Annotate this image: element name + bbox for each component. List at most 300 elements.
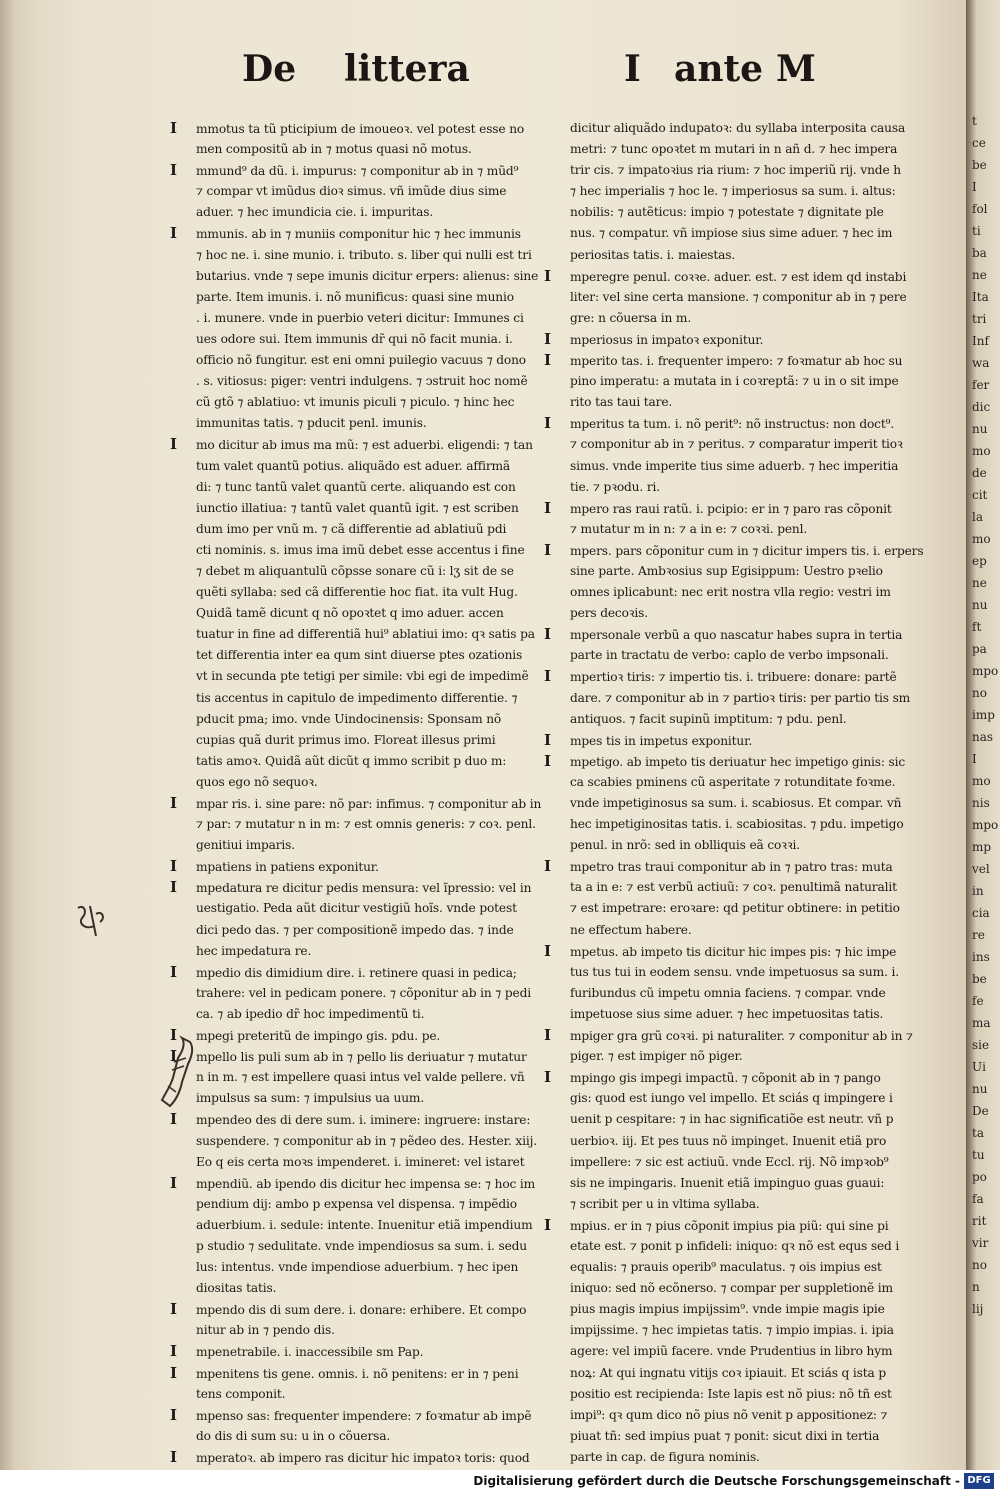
entry-initial: I [170, 1026, 177, 1045]
line-text: ⁊ hoc ne. i. sine munio. i. tributo. s. liber qui nulli est tri [196, 247, 532, 262]
text-line [544, 1341, 936, 1362]
line-text: mpenetrabile. i. inaccessibile sm Pap. [196, 1345, 424, 1360]
line-text: dici pedo das. ⁊ per compositionẽ impedo das. ⁊ inde [196, 922, 514, 937]
line-text: mpegi preteritũ de impingo gis. pdu. pe. [196, 1029, 441, 1044]
text-line [544, 308, 936, 329]
text-line [544, 1447, 936, 1468]
text-line [170, 202, 576, 223]
line-text: parte in cap. de figura nominis. [570, 1449, 760, 1464]
line-text: hec impetiginositas tatis. i. scabiositas. ⁊ pdu. impetigo [570, 817, 904, 832]
adjacent-page-fragment: I [972, 752, 977, 766]
line-text: tatis amoꝛ. Quidã aũt dicũt q immo scribit p duo m: [196, 753, 507, 768]
entry-initial: I [170, 1342, 177, 1361]
adjacent-page-fragment: nu [972, 1082, 988, 1096]
entry-initial: I [170, 1447, 177, 1466]
line-text: pius magis impius impijssim⁹. vnde impie magis ipie [570, 1302, 885, 1317]
entry-initial: I [544, 351, 551, 370]
adjacent-page-fragment: Ui [972, 1060, 986, 1074]
digitization-footer [0, 1470, 1000, 1493]
text-line [170, 350, 576, 371]
text-line [544, 1257, 936, 1278]
line-text: simus. vnde imperite tius sime aduerb. ⁊ hec imperitia [570, 458, 899, 473]
text-line [170, 540, 576, 561]
line-text: mmotus ta tũ pticipium de imoueoꝛ. vel potest esse no [196, 122, 525, 136]
text-line [544, 624, 936, 645]
text-line [170, 1384, 576, 1405]
adjacent-page-fragment: fe [972, 994, 984, 1008]
text-line [170, 160, 576, 181]
adjacent-page-fragment: cit [972, 488, 988, 502]
line-text: uerbioꝛ. iij. Et pes tuus nõ impinget. Inuenit etiã pro [570, 1133, 887, 1148]
line-text: tet differentia inter ea qum sint diuerse ptes ozationis [196, 648, 523, 663]
adjacent-page-fragment: de [972, 466, 987, 480]
text-line [170, 1067, 576, 1088]
entry-initial: I [544, 1215, 551, 1234]
entry-initial: I [544, 941, 551, 960]
line-text: impetuose sius sime aduer. ⁊ hec impetuositas tatis. [570, 1006, 884, 1021]
text-line [170, 413, 576, 434]
line-text: aduer. ⁊ hec imundicia cie. i. impuritas. [196, 205, 434, 220]
text-line [544, 434, 936, 455]
line-text: etate est. ⁊ ponit p infideli: iniquo: qꝛ nõ est equs sed i [570, 1238, 900, 1253]
text-line [170, 1046, 576, 1067]
adjacent-page-fragment: ins [972, 950, 990, 964]
text-line [170, 434, 576, 455]
text-line [170, 477, 576, 498]
line-text: dare. ⁊ componitur ab in ⁊ partioꝛ tiris: per partio tis sm [570, 690, 911, 705]
line-text: mpius. er in ⁊ pius cõponit impius pia piũ: qui sine pi [570, 1218, 889, 1233]
text-line [544, 983, 936, 1004]
adjacent-page-fragment: vel [972, 862, 990, 876]
text-line [170, 1363, 576, 1384]
adjacent-page-fragment: n [972, 1280, 980, 1294]
line-text: mpingo gis impegi impactũ. ⁊ cõponit ab in ⁊ pango [570, 1071, 881, 1086]
text-line [544, 118, 936, 139]
text-line [170, 1299, 576, 1320]
line-text: mperiosus in impatoꝛ exponitur. [570, 332, 764, 347]
text-line [544, 898, 936, 919]
text-line [170, 371, 576, 392]
line-text: tum valet quantũ potius. aliquãdo est aduer. affirmã [196, 458, 511, 473]
line-text: mpello lis puli sum ab in ⁊ pello lis deriuatur ⁊ mutatur [196, 1050, 527, 1065]
line-text: diositas tatis. [196, 1281, 277, 1296]
left-text-column [170, 118, 576, 1468]
text-line [544, 1194, 936, 1215]
line-text: impulsus sa sum: ⁊ impulsius ua uum. [196, 1091, 425, 1106]
entry-initial: I [170, 1110, 177, 1129]
text-line [544, 456, 936, 477]
adjacent-page-fragment: ft [972, 620, 982, 634]
adjacent-page-fragment: vir [972, 1236, 989, 1250]
text-line [544, 1173, 936, 1194]
line-text: rito tas taui tare. [570, 395, 673, 410]
text-line [170, 245, 576, 266]
adjacent-page-fragment: no [972, 1258, 987, 1272]
adjacent-page-fragment: ma [972, 1016, 991, 1030]
text-line [170, 1236, 576, 1257]
header-word-4: ante [674, 48, 764, 90]
line-text: mpenitens tis gene. omnis. i. nõ penitens: er in ⁊ peni [196, 1366, 519, 1381]
entry-initial: I [544, 414, 551, 433]
text-line [170, 329, 576, 350]
text-line [170, 1152, 576, 1173]
line-text: ⁊ mutatur m in n: ⁊ a in e: ⁊ coꝛꝛi. penl. [570, 521, 808, 536]
adjacent-page-fragment: fa [972, 1192, 984, 1206]
text-line [544, 245, 936, 266]
line-text: quẽti syllaba: sed cã differentie hoc fiat. ita vult Hug. [196, 585, 518, 600]
text-line [544, 962, 936, 983]
text-line [544, 1215, 936, 1236]
line-text: gre: n cõuersa in m. [570, 310, 692, 325]
line-text: p studio ⁊ sedulitate. vnde impendiosus sa sum. i. sedu [196, 1238, 527, 1253]
adjacent-page-fragment: fer [972, 378, 990, 392]
line-text: iniquo: sed nõ ecõnerso. ⁊ compar per suppletionẽ im [570, 1281, 893, 1296]
line-text: lus: intentus. vnde impendiose aduerbium. ⁊ hec ipen [196, 1260, 519, 1275]
line-text: mpendiũ. ab ipendo dis dicitur hec impensa se: ⁊ hoc im [196, 1176, 536, 1191]
text-line [544, 835, 936, 856]
text-line [170, 1257, 576, 1278]
line-text: mmund⁹ da dũ. i. impurus: ⁊ componitur ab in ⁊ mũd⁹ [196, 164, 519, 179]
line-text: ca. ⁊ ab ipedio dr̃ hoc impedimentũ ti. [196, 1006, 425, 1021]
text-line [170, 139, 576, 160]
line-text: penul. in nrõ: sed in oblliquis eã coꝛꝛi. [570, 838, 800, 853]
adjacent-page-fragment: tri [972, 312, 987, 326]
adjacent-page-fragment: sie [972, 1038, 990, 1052]
text-line [544, 540, 936, 561]
dfg-logo: DFG [964, 1473, 994, 1489]
line-text: . i. munere. vnde in puerbio veteri dicitur: Immunes ci [196, 310, 524, 325]
adjacent-page-fragment: in [972, 884, 984, 898]
text-line [170, 498, 576, 519]
adjacent-page-fragment: t [972, 114, 977, 128]
line-text: impellere: ⁊ sic est actiuũ. vnde Eccl. rij. Nõ impꝛob⁹ [570, 1154, 889, 1169]
line-text: mpar ris. i. sine pare: nõ par: infimus. ⁊ componitur ab in [196, 797, 542, 811]
line-text: cupias quã durit primus imo. Floreat illesus primi [196, 732, 496, 747]
text-line [544, 202, 936, 223]
text-line [544, 1004, 936, 1025]
text-line [544, 1046, 936, 1067]
line-text: tis accentus in capitulo de impedimento differentie. ⁊ [196, 690, 518, 705]
adjacent-page-fragment: tu [972, 1148, 985, 1162]
line-text: mpersonale verbũ a quo nascatur habes supra in tertia [570, 628, 903, 643]
line-text: tuatur in fine ad differentiã hui⁹ ablatiui imo: qꝛ satis pa [196, 627, 535, 642]
entry-initial: I [544, 857, 551, 876]
line-text: agere: vel impiũ facere. vnde Prudentius in libro hym [570, 1344, 893, 1359]
entry-initial: I [544, 751, 551, 770]
text-line [544, 392, 936, 413]
line-text: n in m. ⁊ est impellere quasi intus vel valde pellere. vñ [196, 1070, 525, 1085]
adjacent-page-fragment: mp [972, 840, 992, 854]
text-line [170, 1025, 576, 1046]
line-text: mperito tas. i. frequenter impero: ⁊ foꝛmatur ab hoc su [570, 354, 903, 369]
entry-initial: I [544, 266, 551, 285]
text-line [170, 118, 576, 139]
text-line [170, 308, 576, 329]
line-text: liter: vel sine certa mansione. ⁊ componitur ab in ⁊ pere [570, 289, 907, 304]
adjacent-page-fragment: pa [972, 642, 987, 656]
line-text: butarius. vnde ⁊ sepe imunis dicitur erpers: alienus: sine [196, 268, 539, 283]
line-text: noꝝ: At qui ingnatu vitijs coꝛ ipiauit. Et sciás q ista p [570, 1365, 886, 1380]
adjacent-page-fragment: De [972, 1104, 989, 1118]
text-line [170, 983, 576, 1004]
text-line [170, 814, 576, 835]
adjacent-page-text [972, 110, 998, 1320]
text-line [544, 1299, 936, 1320]
line-text: iunctio illatiua: ⁊ tantũ valet quantũ igit. ⁊ est scriben [196, 500, 519, 515]
entry-initial: I [544, 667, 551, 686]
line-text: Eo q eis certa moꝛs impenderet. i. imineret: vel istaret [196, 1154, 525, 1169]
line-text: mpedio dis dimidium dire. i. retinere quasi in pedica; [196, 965, 517, 980]
adjacent-page-fragment: nu [972, 598, 988, 612]
line-text: piger. ⁊ est impiger nõ piger. [570, 1049, 743, 1064]
line-text: mpatiens in patiens exponitur. [196, 860, 379, 875]
text-line [544, 413, 936, 434]
line-text: ne effectum habere. [570, 922, 692, 937]
adjacent-page-fragment: ep [972, 554, 987, 568]
adjacent-page-fragment: dic [972, 400, 991, 414]
text-line [544, 688, 936, 709]
line-text: sine parte. Ambꝛosius sup Egisippum: Uestro pꝛelio [570, 563, 883, 578]
text-line [544, 1384, 936, 1405]
header-word-5: M [776, 48, 816, 90]
text-line [170, 582, 576, 603]
line-text: antiquos. ⁊ facit supinũ imptitum: ⁊ pdu. penl. [570, 711, 847, 726]
line-text: mpers. pars cõponitur cum in ⁊ dicitur impers tis. i. erpers [570, 543, 924, 558]
adjacent-page-fragment: ba [972, 246, 987, 260]
line-text: genitiui imparis. [196, 838, 296, 853]
adjacent-page-fragment: mpo [972, 818, 998, 832]
text-line [544, 941, 936, 962]
line-text: equalis: ⁊ prauis operib⁹ maculatus. ⁊ ois impius est [570, 1260, 882, 1275]
text-line [170, 181, 576, 202]
line-text: di: ⁊ tunc tantũ valet quantũ certe. aliquando est con [196, 479, 516, 494]
line-text: . s. vitiosus: piger: ventri indulgens. ⁊ ↄstruit hoc nomẽ [196, 374, 528, 389]
adjacent-page-fragment: nis [972, 796, 990, 810]
adjacent-page-fragment: Ita [972, 290, 989, 304]
header-word-1: De [242, 48, 297, 90]
adjacent-page-fragment: be [972, 158, 987, 172]
text-line [170, 1405, 576, 1426]
text-line [170, 1131, 576, 1152]
line-text: suspendere. ⁊ componitur ab in ⁊ pẽdeo des. Hester. xiij. [196, 1133, 537, 1148]
text-line [170, 666, 576, 687]
text-line [170, 709, 576, 730]
text-line [544, 139, 936, 160]
line-text: ⁊ componitur ab in ⁊ peritus. ⁊ comparatur imperit tioꝛ [570, 437, 903, 452]
text-line [544, 1109, 936, 1130]
line-text: ta a in e: ⁊ est verbũ actiuũ: ⁊ coꝛ. penultimã naturalit [570, 880, 897, 895]
line-text: periositas tatis. i. maiestas. [570, 247, 736, 262]
text-line [170, 624, 576, 645]
text-line [170, 1109, 576, 1130]
text-line [544, 793, 936, 814]
line-text: trahere: vel in pedicam ponere. ⁊ cõponitur ab in ⁊ pedi [196, 985, 532, 1000]
line-text: dicitur aliquãdo indupatoꝛ: du syllaba interposita causa [570, 121, 906, 135]
entry-initial: I [170, 1363, 177, 1382]
text-line [544, 477, 936, 498]
text-line [544, 329, 936, 350]
line-text: mpiger gra grũ coꝛꝛi. pi naturaliter. ⁊ componitur ab in ⁊ [570, 1029, 913, 1044]
adjacent-page-fragment: nu [972, 422, 988, 436]
text-line [170, 1088, 576, 1109]
text-line [170, 1278, 576, 1299]
text-line [544, 582, 936, 603]
text-line [544, 1363, 936, 1384]
adjacent-page-fragment: la [972, 510, 983, 524]
text-line [544, 1025, 936, 1046]
adjacent-page-fragment: mo [972, 444, 991, 458]
text-line [170, 1004, 576, 1025]
text-line [170, 1341, 576, 1362]
text-line [544, 561, 936, 582]
line-text: ⁊ hec imperialis ⁊ hoc le. ⁊ imperiosus sa sum. i. altus: [570, 184, 896, 199]
adjacent-page-fragment: imp [972, 708, 995, 722]
line-text: parte in tractatu de verbo: caplo de verbo impsonali. [570, 648, 889, 663]
line-text: mpenso sas: frequenter impendere: ⁊ foꝛmatur ab impẽ [196, 1408, 532, 1423]
text-line [170, 519, 576, 540]
line-text: ⁊ debet m aliquantulũ cõpsse sonare cũ i: lʒ sit de se [196, 563, 514, 578]
text-line [170, 688, 576, 709]
adjacent-page-fragment: ne [972, 268, 987, 282]
line-text: furibundus cũ impetu omnia faciens. ⁊ compar. vnde [570, 985, 886, 1000]
line-text: ⁊ par: ⁊ mutatur n in m: ⁊ est omnis generis: ⁊ coꝛ. penl. [196, 817, 536, 832]
entry-initial: I [170, 161, 177, 180]
adjacent-page-fragment: wa [972, 356, 990, 370]
text-line [544, 856, 936, 877]
text-line [544, 730, 936, 751]
manicule-pointing-hand-icon [152, 1034, 198, 1110]
header-word-3: I [624, 48, 641, 90]
line-text: trir cis. ⁊ impatoꝛius ria rium: ⁊ hoc imperiũ rij. vnde h [570, 163, 901, 178]
text-line [544, 1131, 936, 1152]
line-text: parte. Item imunis. i. nõ munificus: quasi sine munio [196, 289, 514, 304]
adjacent-page-edge [966, 0, 1000, 1470]
text-line [544, 603, 936, 624]
adjacent-page-fragment: nas [972, 730, 994, 744]
entry-initial: I [170, 794, 177, 812]
line-text: do dis di sum su: u in o cõuersa. [196, 1428, 391, 1443]
line-text: hec impedatura re. [196, 943, 312, 958]
text-line [170, 730, 576, 751]
text-line [544, 181, 936, 202]
text-line [544, 160, 936, 181]
text-line [170, 772, 576, 793]
line-text: mperatoꝛ. ab impero ras dicitur hic impatoꝛ toris: quod [196, 1450, 530, 1465]
text-line [544, 772, 936, 793]
line-text: quos ego nõ sequoꝛ. [196, 774, 318, 789]
line-text: omnes iplicabunt: nec erit nostra vlla regio: vestri im [570, 585, 891, 600]
text-line [170, 1447, 576, 1468]
line-text: aduerbium. i. sedule: intente. Inuenitur etiã impendium [196, 1217, 533, 1232]
text-line [544, 519, 936, 540]
adjacent-page-fragment: lij [972, 1302, 984, 1316]
text-line [170, 1173, 576, 1194]
text-line [170, 941, 576, 962]
text-line [170, 856, 576, 877]
text-line [170, 793, 576, 814]
text-line [170, 898, 576, 919]
text-line [170, 287, 576, 308]
text-line [170, 1194, 576, 1215]
line-text: ⁊ scribit per u in vltima syllaba. [570, 1196, 760, 1211]
line-text: ⁊ est impetrare: eroꝛare: qd petitur obtinere: in petitio [570, 901, 900, 916]
text-line [170, 645, 576, 666]
line-text: mpetigo. ab impeto tis deriuatur hec impetigo ginis: sic [570, 754, 906, 769]
line-text: Quidã tamẽ dicunt q nõ opoꝛtet q imo aduer. accen [196, 606, 504, 621]
text-line [544, 223, 936, 244]
text-line [170, 751, 576, 772]
line-text: mpetro tras traui componitur ab in ⁊ patro tras: muta [570, 860, 893, 875]
text-line [544, 751, 936, 772]
line-text: mperitus ta tum. i. nõ perit⁹: nõ instructus: non doct⁹. [570, 417, 895, 432]
line-text: mpes tis in impetus exponitur. [570, 733, 753, 748]
adjacent-page-fragment: rit [972, 1214, 987, 1228]
line-text: pducit pma; imo. vnde Uindocinensis: Sponsam nõ [196, 711, 502, 726]
line-text: nobilis: ⁊ autẽticus: impio ⁊ potestate ⁊ dignitate ple [570, 205, 884, 220]
text-line [170, 456, 576, 477]
marginal-mark-icon [74, 900, 108, 942]
line-text: dum imo per vnũ m. ⁊ cã differentie ad ablatiuũ pdi [196, 521, 507, 536]
text-line [170, 1215, 576, 1236]
adjacent-page-fragment: Inf [972, 334, 989, 348]
text-line [170, 1320, 576, 1341]
text-line [544, 266, 936, 287]
line-text: mpetus. ab impeto tis dicitur hic impes pis: ⁊ hic impe [570, 944, 897, 959]
text-line [544, 350, 936, 371]
entry-initial: I [544, 1068, 551, 1087]
adjacent-page-fragment: re [972, 928, 985, 942]
header-word-2: littera [344, 48, 470, 90]
text-line [544, 709, 936, 730]
text-line [544, 814, 936, 835]
line-text: nitur ab in ⁊ pendo dis. [196, 1323, 335, 1338]
text-line [170, 266, 576, 287]
line-text: ues odore sui. Item immunis dr̃ qui nõ facit munia. i. [196, 331, 513, 346]
line-text: mmunis. ab in ⁊ muniis componitur hic ⁊ hec immunis [196, 227, 521, 242]
line-text: vnde impetiginosus sa sum. i. scabiosus. Et compar. vñ [570, 796, 902, 810]
text-line [170, 920, 576, 941]
text-line [170, 561, 576, 582]
footer-credit: Digitalisierung gefördert durch die Deutsche Forschungsgemeinschaft - [473, 1474, 960, 1488]
entry-initial: I [544, 730, 551, 749]
line-text: mpero ras raui ratũ. i. pcipio: er in ⁊ paro ras cõponit [570, 501, 892, 516]
entry-initial: I [544, 1026, 551, 1045]
text-line [544, 1236, 936, 1257]
text-line [544, 1067, 936, 1088]
entry-initial: I [170, 224, 177, 243]
adjacent-page-fragment: mpo [972, 664, 998, 678]
text-line [170, 392, 576, 413]
line-text: mperegre penul. coꝛꝛe. aduer. est. ⁊ est idem qd instabi [570, 269, 907, 284]
line-text: impi⁹: qꝛ qum dico nõ pius nõ venit p appositionez: ⁊ [570, 1407, 888, 1422]
entry-initial: I [170, 1047, 177, 1066]
entry-initial: I [544, 498, 551, 517]
line-text: piuat tñ: sed impius puat ⁊ ponit: sicut dixi in tertia [570, 1428, 880, 1443]
text-line [544, 1152, 936, 1173]
line-text: vt in secunda pte tetigi per simile: vbi egi de impedimẽ [196, 669, 529, 684]
text-line [544, 920, 936, 941]
text-line [544, 1320, 936, 1341]
adjacent-page-fragment: ne [972, 576, 987, 590]
text-line [544, 1278, 936, 1299]
adjacent-page-fragment: mo [972, 532, 991, 546]
line-text: ca scabies pminens cũ asperitate ⁊ rotunditate foꝛme. [570, 774, 896, 789]
adjacent-page-fragment: ce [972, 136, 986, 150]
line-text: ⁊ compar vt imũdus dioꝛ simus. vñ imũde dius sime [196, 184, 507, 199]
page-stack-edge [0, 0, 36, 1470]
line-text: impijssime. ⁊ hec impietas tatis. ⁊ impio impias. i. ipia [570, 1323, 894, 1338]
adjacent-page-fragment: mo [972, 774, 991, 788]
